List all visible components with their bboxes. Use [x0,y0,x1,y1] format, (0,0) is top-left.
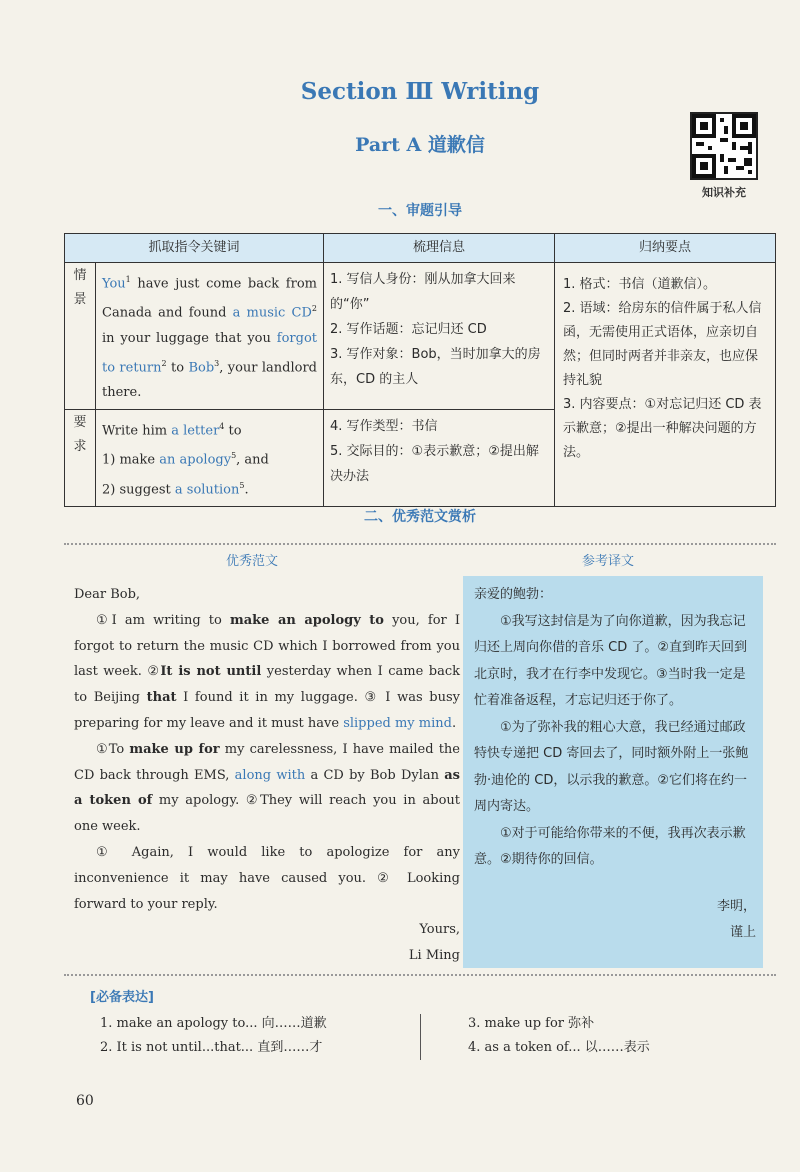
expression-item: 1. make an apology to... 向……道歉 [100,1016,327,1031]
letter-paragraph: ① Again, I would like to apologize for any inconvenience it may have caused you. ② Looking forward to your reply. [74,844,460,912]
translation-signature: 李明， [716,898,756,914]
letter-closing: Yours, [419,922,460,938]
translation-paragraph: ①为了弥补我的粗心大意，我已经通过邮政特快专递把 CD 寄回去了，同时额外附上一张鲍勃·迪伦的 CD，以示我的歉意。②它们将在约一周内寄达。 [474,719,749,814]
sample-heading: 二、优秀范文赏析 [364,509,476,525]
row-label-scene [65,263,96,410]
row-label-text: 要 求 [73,414,87,454]
guide-heading: 一、审题引导 [378,203,462,219]
info-item: 2. 写作话题：忘记归还 CD [330,322,487,337]
letter-greeting: Dear Bob, [74,587,141,602]
dotted-divider [64,974,776,976]
page-number: 60 [76,1093,94,1109]
expression-item: 4. as a token of... 以……表示 [468,1040,650,1055]
row-label-text: 情 景 [73,268,87,307]
summary-cell [555,263,776,507]
dotted-divider [64,543,776,545]
expressions-divider [420,1014,421,1060]
column-header: 梳理信息 [324,234,555,263]
keywords-cell: You$^1$ have just come back from Canada and found a music $CD^2$ in your luggage that you forgot to return$^2$ to Bob$^3$, your landlord there. [96,263,324,410]
table-row [65,263,776,410]
sample-right-title: 参考译文 [582,554,635,569]
info-item: 5. 交际目的：①表示歉意；②提出解决办法 [330,443,539,484]
translation-paragraph: ①我写这封信是为了向你道歉，因为我忘记归还上周向你借的音乐 CD 了。②直到昨天回到北京时，我才在行李中发现它。③当时我一定是忙着准备返程，才忘记归还于你了。 [474,613,748,708]
guide-table [64,233,776,507]
row-label-requirements [65,409,96,506]
expression-item: 3. make up for 弥补 [468,1016,595,1031]
sample-left-title: 优秀范文 [226,554,279,569]
translation-greeting: 亲爱的鲍勃： [474,587,553,602]
qr-code-icon[interactable] [690,112,758,180]
info-cell [324,409,555,506]
info-item: 1. 写信人身份：刚从加拿大回来的“你” [330,272,516,312]
letter-signature: Li Ming [408,948,460,964]
summary-item: 2. 语域：给房东的信件属于私人信函，无需使用正式语体，应亲切自然；但同时两者并非亲友，也应保持礼貌 [563,301,762,388]
part-title: Part A 道歉信 [355,134,485,156]
translation-closing: 谨上 [729,925,756,940]
table-header-row [65,234,776,263]
info-cell [324,263,555,410]
column-header: 归纳要点 [555,234,776,263]
column-header: 抓取指令关键词 [65,234,324,263]
summary-item: 1. 格式：书信（道歉信）。 [563,277,717,292]
sample-letter [74,582,460,969]
info-item: 4. 写作类型：书信 [330,418,438,434]
translation-text [474,582,756,947]
info-item: 3. 写作对象：Bob，当时加拿大的房东，CD 的主人 [330,347,541,387]
keywords-cell: Write him a letter$^4$ to 1) make an apology$^5$, and 2) suggest a solution$^5$. [96,409,324,506]
summary-item: 3. 内容要点：①对忘记归还 CD 表示歉意；②提出一种解决问题的方法。 [563,397,762,460]
qr-label: 知识补充 [702,186,746,199]
letter-paragraph: ①To make up for my carelessness, I have mailed the CD back through EMS, along with a CD by Bob Dylan as a token of my apology. ②They will reach you in about one week. [74,741,460,835]
letter-paragraph: ①I am writing to make an apology to you, for I forgot to return the music CD which I borrowed from you last week. ②It is not until yesterday when I came back to Beijing that I found it in my luggage. ③ I was busy preparing for my leave and it must have slipped my mind. [74,612,461,731]
translation-paragraph: ①对于可能给你带来的不便，我再次表示歉意。②期待你的回信。 [474,825,746,867]
expressions-heading: [必备表达] [90,990,154,1005]
expression-item: 2. It is not until...that... 直到……才 [100,1040,323,1055]
section-title: Section Ⅲ Writing [300,78,540,105]
